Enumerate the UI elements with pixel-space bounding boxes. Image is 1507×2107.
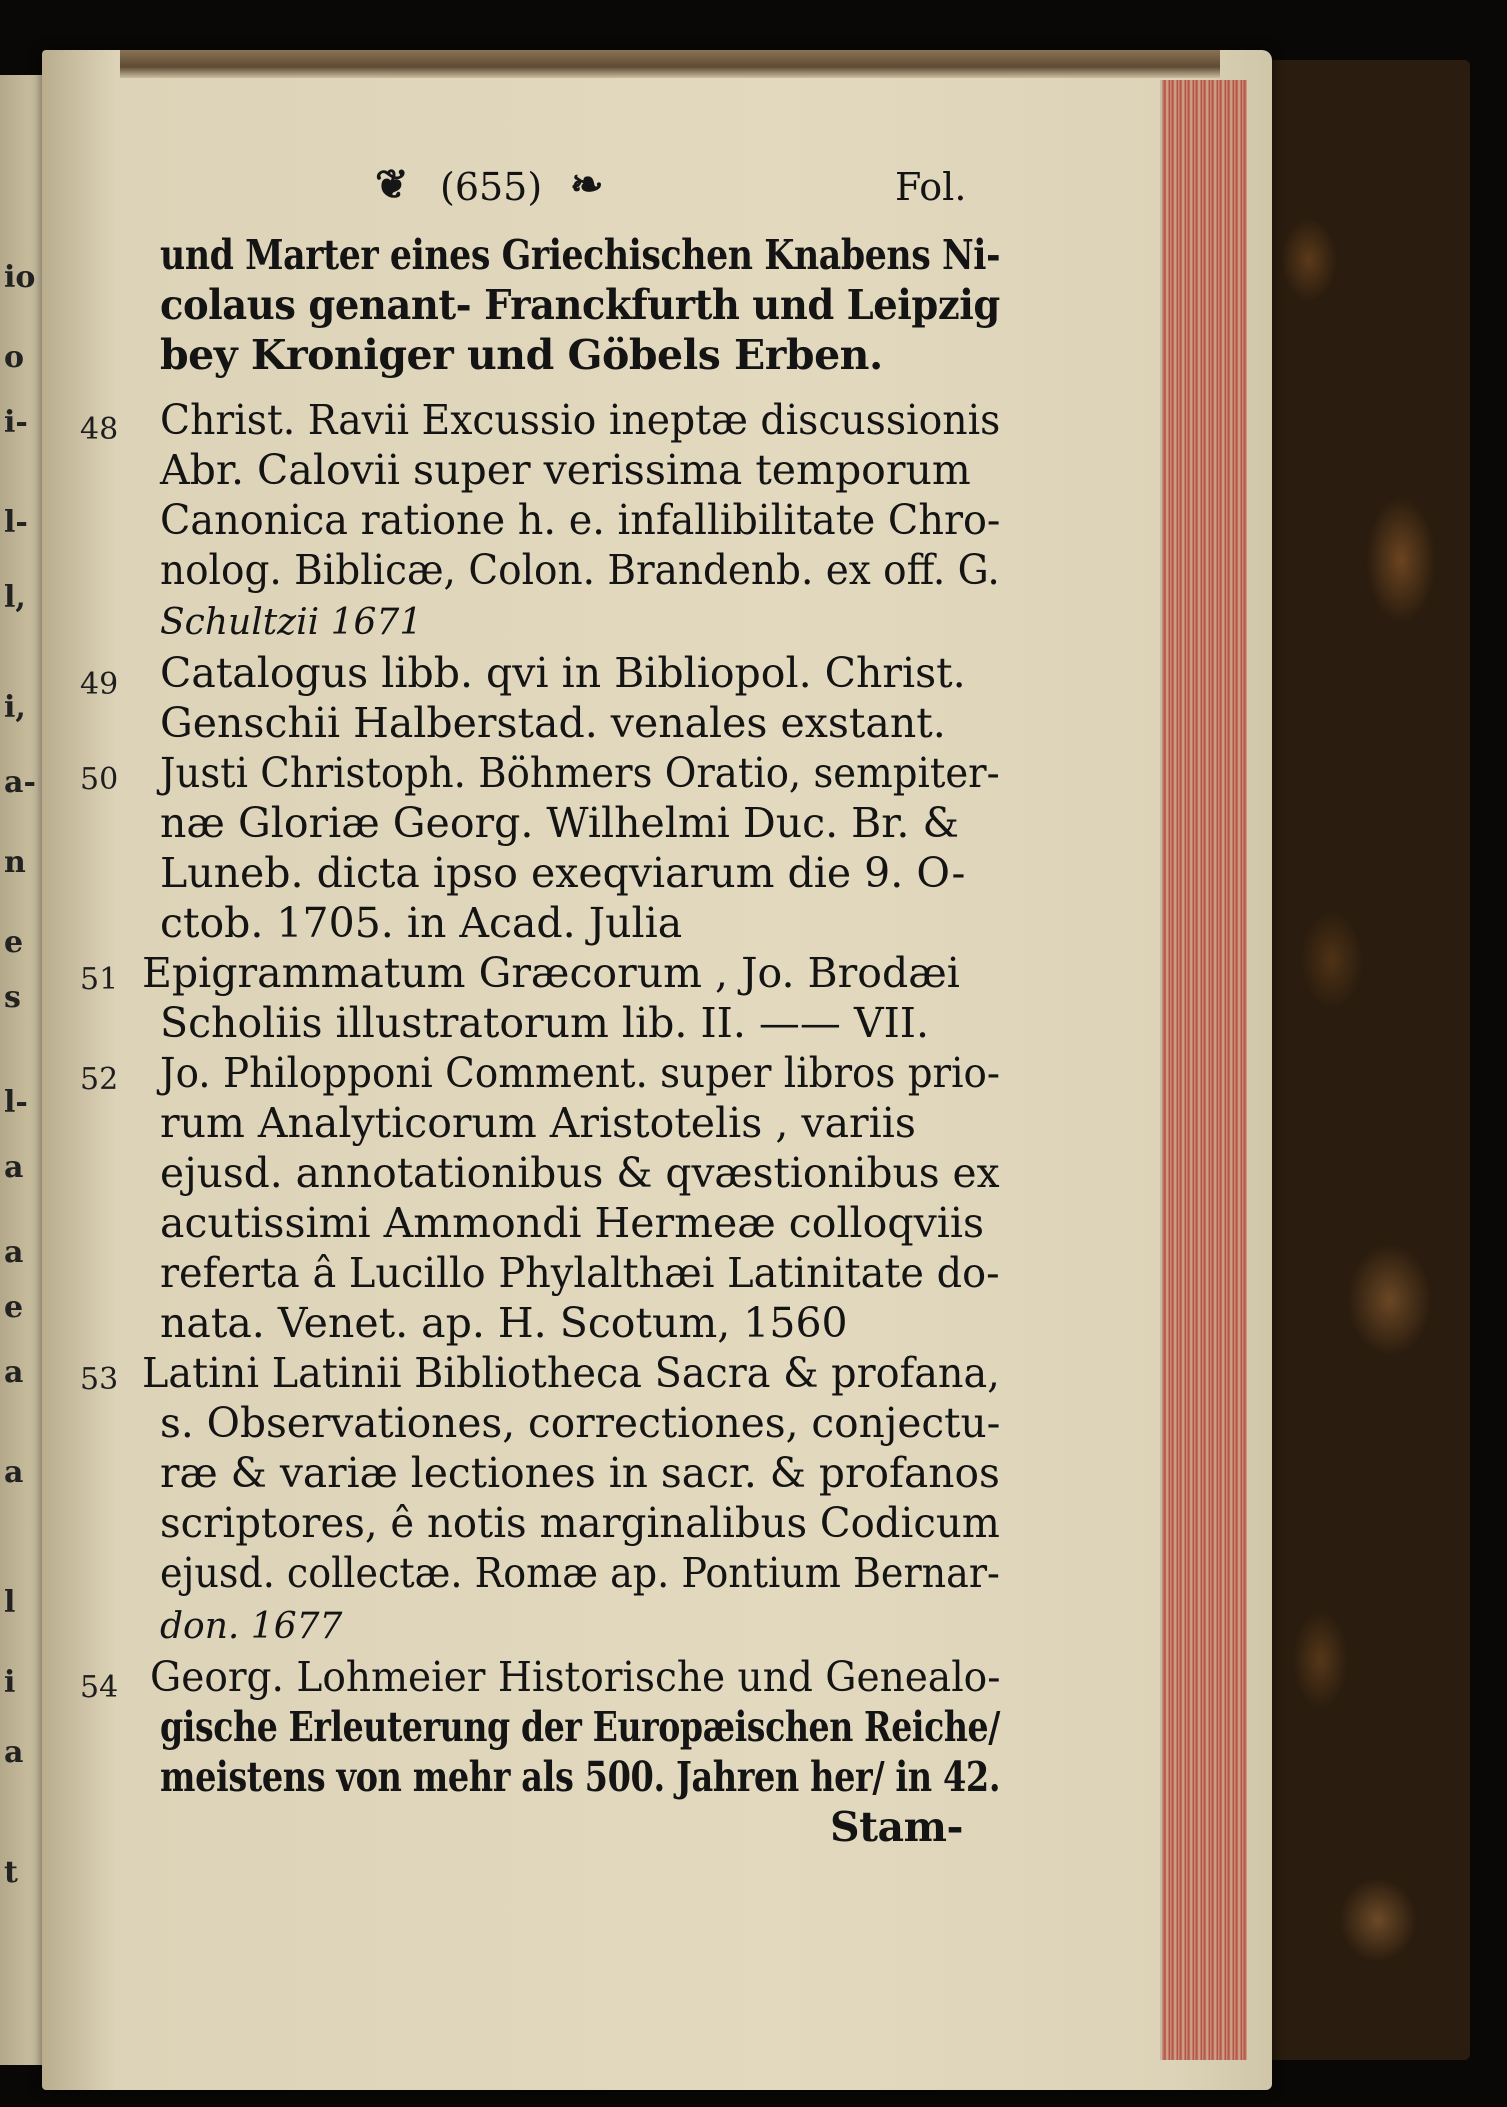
entry-line: Latini Latinii Bibliotheca Sacra & profana, xyxy=(142,1349,1000,1397)
entry-number: 51 xyxy=(80,962,119,997)
entry-line: meistens von mehr als 500. Jahren her/ in 42. xyxy=(160,1753,1001,1801)
margin-fragment: l- xyxy=(4,505,28,540)
margin-fragment: l- xyxy=(4,1085,28,1120)
entry-line: gische Erleuterung der Europæischen Reiche/ xyxy=(160,1703,1000,1751)
page-number: (655) xyxy=(440,165,543,209)
entry-line: s. Observationes, correctiones, conjectu- xyxy=(160,1399,1001,1447)
intro-line: und Marter eines Griechischen Knabens Ni- xyxy=(160,231,1001,279)
entry-line: Abr. Calovii super verissima temporum xyxy=(160,446,971,494)
margin-fragment: a xyxy=(4,1355,24,1390)
margin-fragment: a xyxy=(4,1735,24,1770)
margin-fragment: l, xyxy=(4,580,26,615)
margin-fragment: a xyxy=(4,1150,24,1185)
entry-line: don. 1677 xyxy=(160,1606,343,1647)
margin-fragment: t xyxy=(4,1855,18,1890)
margin-fragment: i, xyxy=(4,690,26,725)
entry-line: scriptores, ê notis marginalibus Codicum xyxy=(160,1499,1000,1547)
entry-number: 48 xyxy=(80,412,119,447)
margin-fragment: s xyxy=(4,980,21,1015)
intro-line: bey Kroniger und Göbels Erben. xyxy=(160,331,883,379)
entry-line: Justi Christoph. Böhmers Oratio, sempiter- xyxy=(160,749,1000,797)
entry-line: Jo. Philopponi Comment. super libros prio- xyxy=(160,1049,1001,1097)
entry-number: 49 xyxy=(80,667,119,702)
entry-line: ejusd. annotationibus & qvæstionibus ex xyxy=(160,1149,1000,1197)
running-title: Fol. xyxy=(895,165,967,209)
margin-fragment: a- xyxy=(4,765,36,800)
entry-line: Catalogus libb. qvi in Bibliopol. Christ. xyxy=(160,649,966,697)
entry-line: Epigrammatum Græcorum , Jo. Brodæi xyxy=(142,949,960,997)
margin-fragment: e xyxy=(4,1290,24,1325)
entry-line: nata. Venet. ap. H. Scotum, 1560 xyxy=(160,1299,848,1347)
margin-fragment: a xyxy=(4,1455,24,1490)
margin-fragment: n xyxy=(4,845,26,880)
catchword: Stam- xyxy=(830,1803,964,1851)
entry-line: Christ. Ravii Excussio ineptæ discussionis xyxy=(160,396,1001,444)
entry-line: Georg. Lohmeier Historische und Genealo- xyxy=(150,1653,1001,1701)
ornament-right-icon: ❧ xyxy=(570,161,604,208)
margin-fragment: o xyxy=(4,340,25,375)
entry-line: ræ & variæ lectiones in sacr. & profanos xyxy=(160,1449,1000,1497)
margin-fragment: e xyxy=(4,925,24,960)
entry-line: Schultzii 1671 xyxy=(160,602,423,643)
entry-line: nolog. Biblicæ, Colon. Brandenb. ex off. G. xyxy=(160,546,1000,594)
margin-fragment: a xyxy=(4,1235,24,1270)
entry-line: ctob. 1705. in Acad. Julia xyxy=(160,899,683,947)
margin-fragment: l xyxy=(4,1585,16,1620)
margin-fragment: i- xyxy=(4,405,28,440)
entry-line: acutissimi Ammondi Hermeæ colloqviis xyxy=(160,1199,985,1247)
entry-line: Luneb. dicta ipso exeqviarum die 9. O- xyxy=(160,849,966,897)
entry-line: ejusd. collectæ. Romæ ap. Pontium Bernar- xyxy=(160,1549,1000,1597)
entry-number: 54 xyxy=(80,1670,119,1705)
ornament-left-icon: ❦ xyxy=(375,161,409,208)
entry-line: referta â Lucillo Phylalthæi Latinitate do- xyxy=(160,1249,1000,1297)
entry-line: Scholiis illustratorum lib. II. —— VII. xyxy=(160,999,929,1047)
entry-line: Genschii Halberstad. venales exstant. xyxy=(160,699,946,747)
entry-number: 50 xyxy=(80,762,119,797)
entry-line: Canonica ratione h. e. infallibilitate Chro- xyxy=(160,496,1001,544)
margin-fragment: i xyxy=(4,1665,16,1700)
margin-fragment: io xyxy=(4,260,36,295)
entry-number: 53 xyxy=(80,1362,119,1397)
intro-line: colaus genant- Franckfurth und Leipzig xyxy=(160,281,1000,329)
entry-line: rum Analyticorum Aristotelis , variis xyxy=(160,1099,916,1147)
entry-line: næ Gloriæ Georg. Wilhelmi Duc. Br. & xyxy=(160,799,959,847)
entry-number: 52 xyxy=(80,1062,119,1097)
